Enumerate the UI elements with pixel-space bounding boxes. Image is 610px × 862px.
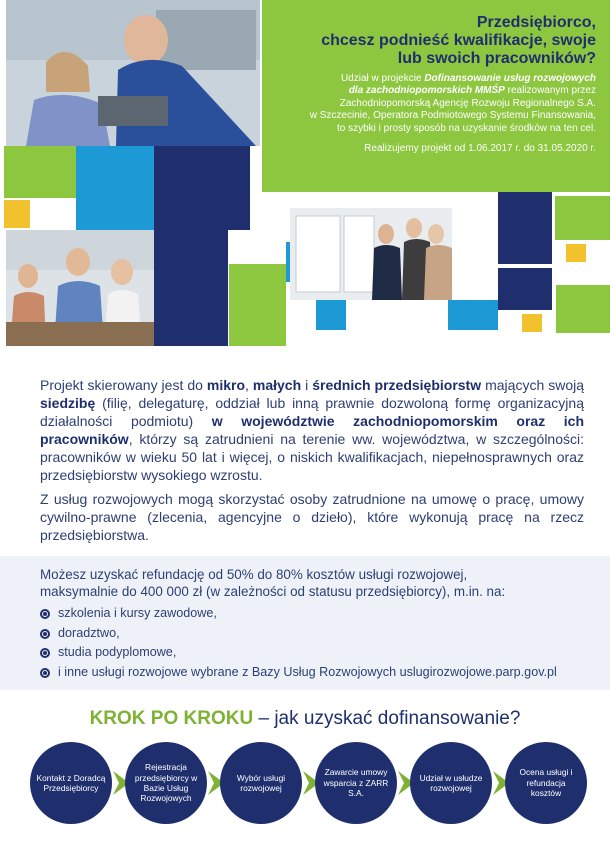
text-run: , bbox=[245, 377, 253, 393]
text-run: mających swoją bbox=[481, 377, 585, 393]
text-run: w województwie zachodniopomorskim oraz ich pracowników bbox=[40, 413, 585, 447]
deco-square bbox=[448, 300, 498, 330]
step-label: Kontakt z Doradcą Przedsiębiorcy bbox=[36, 772, 106, 793]
refund-line: Możesz uzyskać refundację od 50% do 80% kosztów usługi rozwojowej, bbox=[40, 567, 468, 582]
deco-square bbox=[498, 268, 552, 310]
text-run: małych bbox=[252, 377, 302, 393]
refund-list bbox=[40, 604, 600, 682]
deco-square bbox=[555, 196, 610, 240]
text-run: Projekt skierowany jest do bbox=[40, 377, 207, 393]
refund-section bbox=[0, 556, 610, 690]
step-label: Wybór usługi rozwojowej bbox=[236, 772, 286, 793]
deco-square bbox=[556, 285, 610, 333]
project-name: Dofinansowanie usług rozwojowych bbox=[424, 73, 596, 84]
bullet-icon bbox=[40, 648, 50, 658]
text-run: i bbox=[301, 377, 313, 393]
step-label: Udział w usłudze rozwojowej bbox=[419, 772, 483, 793]
photo-workshop bbox=[6, 0, 260, 146]
step-circle bbox=[30, 742, 112, 824]
deco-square bbox=[154, 230, 228, 346]
deco-square bbox=[4, 200, 30, 228]
text-run: mikro bbox=[206, 377, 245, 393]
steps-title-bold: KROK PO KROKU bbox=[89, 708, 254, 729]
deco-square bbox=[498, 192, 552, 264]
target-paragraph bbox=[40, 376, 584, 484]
photo-presentation bbox=[290, 208, 452, 300]
list-item-text: studia podyplomowe, bbox=[58, 645, 177, 659]
project-period: Realizujemy projekt od 1.06.2017 r. do 31.05.2020 r. bbox=[364, 143, 596, 155]
step-label: Ocena usługi i refundacja kosztów bbox=[519, 767, 573, 799]
list-item-text: doradztwo, bbox=[58, 625, 120, 640]
project-name: dla zachodniopomorskich MMŚP bbox=[348, 85, 505, 97]
text-run: , którzy są zatrudnieni na terenie ww. województwa, w szczególności: pracowników w wieku 50 lat i więcej, o niskich kwalifikacjach, niepełnosprawnych oraz przedsiębiorstw wysokiego wzrostu. bbox=[40, 431, 584, 483]
deco-square bbox=[522, 314, 542, 332]
text-run: siedzibę bbox=[40, 395, 96, 411]
headline-line: Przedsiębiorco, bbox=[476, 14, 596, 31]
step-circle bbox=[505, 742, 587, 824]
deco-square bbox=[316, 300, 346, 330]
headline-line: lub swoich pracowników? bbox=[397, 50, 596, 67]
hero-text-box bbox=[262, 0, 610, 192]
list-item bbox=[40, 604, 600, 624]
eligibility-paragraph: Z usług rozwojowych mogą skorzystać osoby zatrudnione na umowę o pracę, umowy cywilno-prawne (zlecenia, agencyjne o dzieło), które wykonują pracę na rzecz przedsiębiorstwa. bbox=[40, 491, 584, 543]
bullet-icon bbox=[40, 609, 50, 619]
list-item bbox=[40, 663, 600, 683]
intro-text: Zachodniopomorską Agencję Rozwoju Regionalnego S.A. bbox=[339, 97, 596, 109]
list-item-text: i inne usługi rozwojowe wybrane z Bazy Usług Rozwojowych uslugirozwojowe.parp.gov.pl bbox=[58, 664, 557, 679]
step-label: Rejestracja przedsiębiorcy w Bazie Usług Rozwojowych bbox=[134, 762, 198, 804]
step-label: Zawarcie umowy wsparcia z ZARR S.A. bbox=[323, 767, 389, 799]
deco-square bbox=[4, 146, 76, 198]
deco-square bbox=[76, 146, 154, 230]
list-item bbox=[40, 624, 600, 644]
bullet-icon bbox=[40, 668, 50, 678]
deco-square bbox=[566, 244, 586, 262]
step-circle bbox=[125, 742, 207, 824]
deco-square bbox=[229, 264, 286, 346]
intro-text: w Szczecinie, Operatora Podmiotowego Systemu Finansowania, bbox=[309, 110, 596, 122]
steps-title-rest: – jak uzyskać dofinansowanie? bbox=[253, 708, 521, 729]
steps-title bbox=[0, 708, 610, 730]
step-circle bbox=[220, 742, 302, 824]
list-item-text: szkolenia i kursy zawodowe, bbox=[58, 606, 217, 620]
intro-lead: Udział w projekcie bbox=[340, 73, 422, 84]
step-circle bbox=[315, 742, 397, 824]
list-item bbox=[40, 643, 600, 663]
refund-line: maksymalnie do 400 000 zł (w zależności od statusu przedsiębiorcy), m.in. na: bbox=[40, 584, 506, 599]
bullet-icon bbox=[40, 629, 50, 639]
hero-headline bbox=[272, 14, 596, 68]
hero-intro bbox=[272, 73, 596, 135]
headline-line: chcesz podnieść kwalifikacje, swoje bbox=[321, 32, 596, 49]
step-circle bbox=[410, 742, 492, 824]
intro-text: to szybki i prosty sposób na uzyskanie środków na ten cel. bbox=[336, 122, 596, 134]
text-run: (filię, delegaturę, oddział lub inną prawnie dozwoloną formę organizacyjną działalności podmiotu) bbox=[40, 395, 584, 429]
text-run: średnich przedsiębiorstw bbox=[312, 377, 482, 393]
photo-classroom bbox=[6, 230, 154, 346]
intro-text: realizowanym przez bbox=[507, 85, 596, 97]
